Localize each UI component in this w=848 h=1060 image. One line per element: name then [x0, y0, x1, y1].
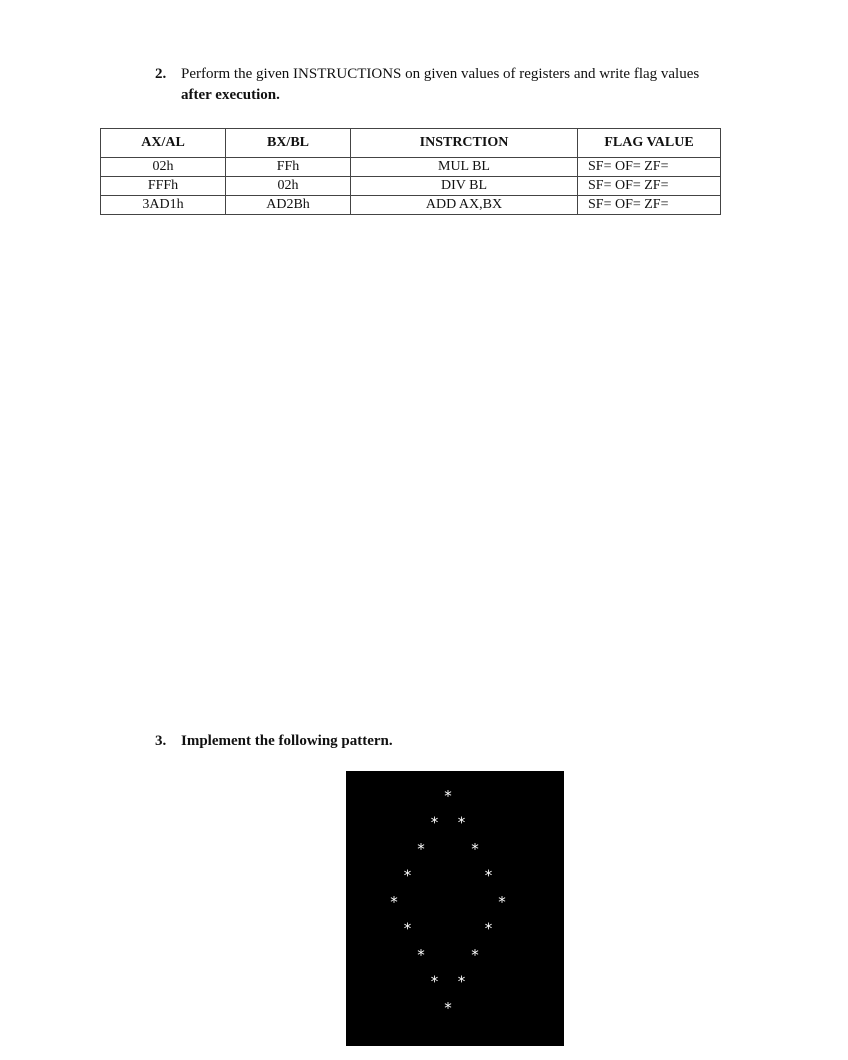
table-row: [101, 177, 721, 196]
question-3-number: 3.: [155, 733, 167, 749]
star-pattern-svg: [346, 771, 564, 1046]
star-glyph: *: [471, 946, 479, 964]
header-instruction: INSTRCTION: [351, 129, 578, 158]
star-glyph: *: [417, 946, 425, 964]
header-flag-value: FLAG VALUE: [578, 129, 721, 158]
table-header-row: [101, 129, 721, 158]
star-glyph: *: [484, 866, 493, 885]
question-2-text-line1: Perform the given INSTRUCTIONS on given values of registers and write flag values: [181, 66, 700, 82]
cell-instruction: MUL BL: [351, 158, 578, 177]
cell-ax-al: 3AD1h: [101, 196, 226, 215]
star-glyph: *: [430, 972, 439, 991]
table-row: [101, 196, 721, 215]
star-glyph: *: [457, 813, 466, 832]
star-glyph: *: [498, 893, 506, 911]
star-glyph: *: [471, 840, 479, 858]
cell-ax-al: 02h: [101, 158, 226, 177]
question-2-number: 2.: [155, 66, 167, 82]
cell-bx-bl: FFh: [226, 158, 351, 177]
register-table: [100, 128, 721, 215]
header-ax-al: AX/AL: [101, 129, 226, 158]
star-glyph: *: [417, 840, 425, 858]
star-glyph: *: [403, 866, 412, 885]
table-row: [101, 158, 721, 177]
cell-flag-value: SF= OF= ZF=: [578, 177, 721, 196]
star-glyph: *: [444, 787, 452, 805]
star-glyph: *: [444, 999, 452, 1017]
question-2-text-line2: after execution.: [181, 87, 280, 103]
star-pattern-image: [346, 771, 564, 1046]
cell-instruction: ADD AX,BX: [351, 196, 578, 215]
star-glyph: *: [390, 893, 398, 911]
cell-flag-value: SF= OF= ZF=: [578, 196, 721, 215]
cell-flag-value: SF= OF= ZF=: [578, 158, 721, 177]
cell-instruction: DIV BL: [351, 177, 578, 196]
star-glyph: *: [430, 813, 439, 832]
star-glyph: *: [484, 919, 493, 938]
cell-bx-bl: AD2Bh: [226, 196, 351, 215]
cell-bx-bl: 02h: [226, 177, 351, 196]
star-glyph: *: [403, 919, 412, 938]
question-3-text: Implement the following pattern.: [181, 733, 393, 749]
cell-ax-al: FFFh: [101, 177, 226, 196]
header-bx-bl: BX/BL: [226, 129, 351, 158]
star-glyph: *: [457, 972, 466, 991]
